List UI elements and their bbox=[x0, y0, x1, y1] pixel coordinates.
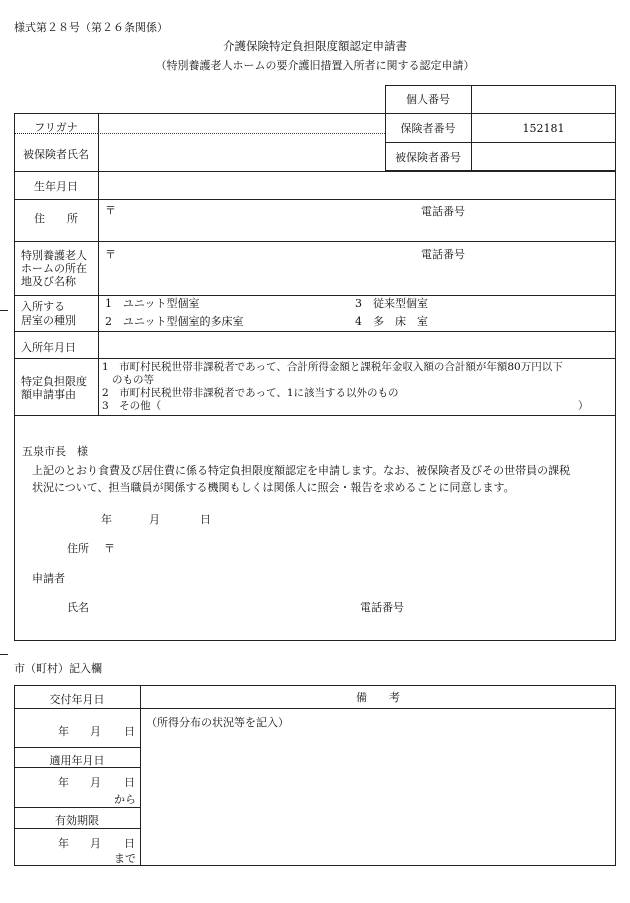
furigana-label-dotted bbox=[14, 133, 98, 134]
applicant-address-field[interactable] bbox=[120, 536, 600, 556]
admission-date-field[interactable] bbox=[99, 332, 615, 357]
issue-day: 日 bbox=[124, 725, 135, 738]
city-row-line bbox=[14, 828, 140, 829]
personal-number-label: 個人番号 bbox=[406, 93, 450, 106]
facility-label-line2: ホームの所在 bbox=[21, 262, 87, 275]
applicant-phone-label: 電話番号 bbox=[360, 601, 404, 614]
remarks-field[interactable] bbox=[141, 732, 615, 864]
remarks-label: 備 考 bbox=[356, 691, 400, 704]
facility-label-line1: 特別養護老人 bbox=[21, 249, 87, 262]
insured-name-field[interactable] bbox=[99, 134, 384, 170]
reason-option-1[interactable]: 1 市町村民税世帯非課税者であって、合計所得金額と課税年金収入額の合計額が年額80万円以下 bbox=[102, 361, 563, 373]
remarks-note: （所得分布の状況等を記入） bbox=[146, 716, 289, 729]
date-day: 日 bbox=[200, 513, 211, 526]
city-row-line bbox=[14, 747, 140, 748]
form-number: 様式第２８号（第２６条関係） bbox=[14, 21, 168, 34]
birth-date-label: 生年月日 bbox=[34, 180, 78, 193]
postal-mark: 〒 bbox=[105, 204, 116, 217]
room-option-3[interactable]: 3 従来型個室 bbox=[355, 297, 428, 310]
addressee: 五泉市長 様 bbox=[22, 445, 88, 458]
furigana-field[interactable] bbox=[99, 114, 384, 133]
furigana-label: フリガナ bbox=[34, 121, 78, 134]
apply-month: 月 bbox=[90, 776, 101, 789]
insured-number-label: 被保険者番号 bbox=[395, 151, 461, 164]
row-line bbox=[14, 295, 616, 296]
apply-date-label: 適用年月日 bbox=[49, 754, 105, 767]
insurer-number-value: 152181 bbox=[522, 122, 565, 135]
valid-year: 年 bbox=[58, 837, 69, 850]
room-option-2[interactable]: 2 ユニット型個室的多床室 bbox=[105, 315, 244, 328]
date-month: 月 bbox=[149, 513, 160, 526]
form-subtitle: （特別養護老人ホームの要介護旧措置入所者に関する認定申請） bbox=[155, 59, 475, 72]
row-line bbox=[14, 358, 616, 359]
city-section-title: 市（町村）記入欄 bbox=[14, 662, 102, 675]
city-row-line bbox=[14, 767, 140, 768]
applicant-phone-field[interactable] bbox=[412, 595, 602, 615]
valid-month: 月 bbox=[90, 837, 101, 850]
room-option-4[interactable]: 4 多 床 室 bbox=[355, 315, 428, 328]
issue-year: 年 bbox=[58, 725, 69, 738]
address-label: 住 所 bbox=[34, 212, 78, 225]
facility-label-line3: 地及び名称 bbox=[21, 275, 76, 288]
room-option-1[interactable]: 1 ユニット型個室 bbox=[105, 297, 200, 310]
reason-label-line2: 額申請事由 bbox=[21, 388, 76, 401]
admission-date-label: 入所年月日 bbox=[21, 341, 76, 354]
reason-option-2[interactable]: 2 市町村民税世帯非課税者であって、1に該当する以外のもの bbox=[102, 387, 399, 399]
margin-tick bbox=[0, 310, 8, 311]
facility-field[interactable] bbox=[99, 242, 615, 294]
form-title: 介護保険特定負担限度額認定申請書 bbox=[223, 39, 407, 53]
valid-until: まで bbox=[114, 852, 136, 865]
margin-tick bbox=[0, 654, 8, 655]
applicant-name-label: 氏名 bbox=[67, 601, 89, 614]
validity-label: 有効期限 bbox=[55, 814, 99, 827]
personal-number-field[interactable] bbox=[471, 85, 616, 114]
address-field[interactable] bbox=[99, 200, 615, 240]
city-header-line bbox=[14, 708, 616, 709]
valid-day: 日 bbox=[124, 837, 135, 850]
insurer-number-label: 保険者番号 bbox=[400, 122, 456, 135]
date-year: 年 bbox=[101, 513, 112, 526]
applicant-label: 申請者 bbox=[32, 572, 65, 585]
issue-month: 月 bbox=[90, 725, 101, 738]
apply-year: 年 bbox=[58, 776, 69, 789]
phone-label: 電話番号 bbox=[421, 205, 465, 218]
reason-option-3-close: ） bbox=[578, 400, 589, 412]
applicant-address-label: 住所 bbox=[67, 542, 89, 555]
apply-from: から bbox=[114, 793, 136, 806]
room-label-line1: 入所する bbox=[21, 300, 65, 313]
issue-date-label: 交付年月日 bbox=[49, 693, 105, 706]
applicant-postal-mark: 〒 bbox=[104, 542, 115, 555]
reason-option-3[interactable]: 3 その他（ bbox=[102, 400, 162, 412]
city-row-line bbox=[14, 807, 140, 808]
birth-date-field[interactable] bbox=[99, 172, 615, 199]
reason-label-line1: 特定負担限度 bbox=[21, 375, 87, 388]
facility-phone-label: 電話番号 bbox=[421, 248, 465, 261]
applicant-name-field[interactable] bbox=[100, 595, 350, 615]
declaration-text-line2: 状況について、担当職員が関係する機関もしくは関係人に照会・報告を求めることに同意します。 bbox=[32, 481, 515, 494]
declaration-text-line1: 上記のとおり食費及び居住費に係る特定負担限度額認定を申請します。なお、被保険者及びその世帯員の課税 bbox=[32, 464, 571, 477]
insured-name-label: 被保険者氏名 bbox=[23, 148, 89, 161]
room-label-line2: 居室の種別 bbox=[21, 314, 76, 327]
reason-option-1-cont: のもの等 bbox=[112, 374, 154, 386]
facility-postal-mark: 〒 bbox=[105, 248, 116, 261]
apply-day: 日 bbox=[124, 776, 135, 789]
